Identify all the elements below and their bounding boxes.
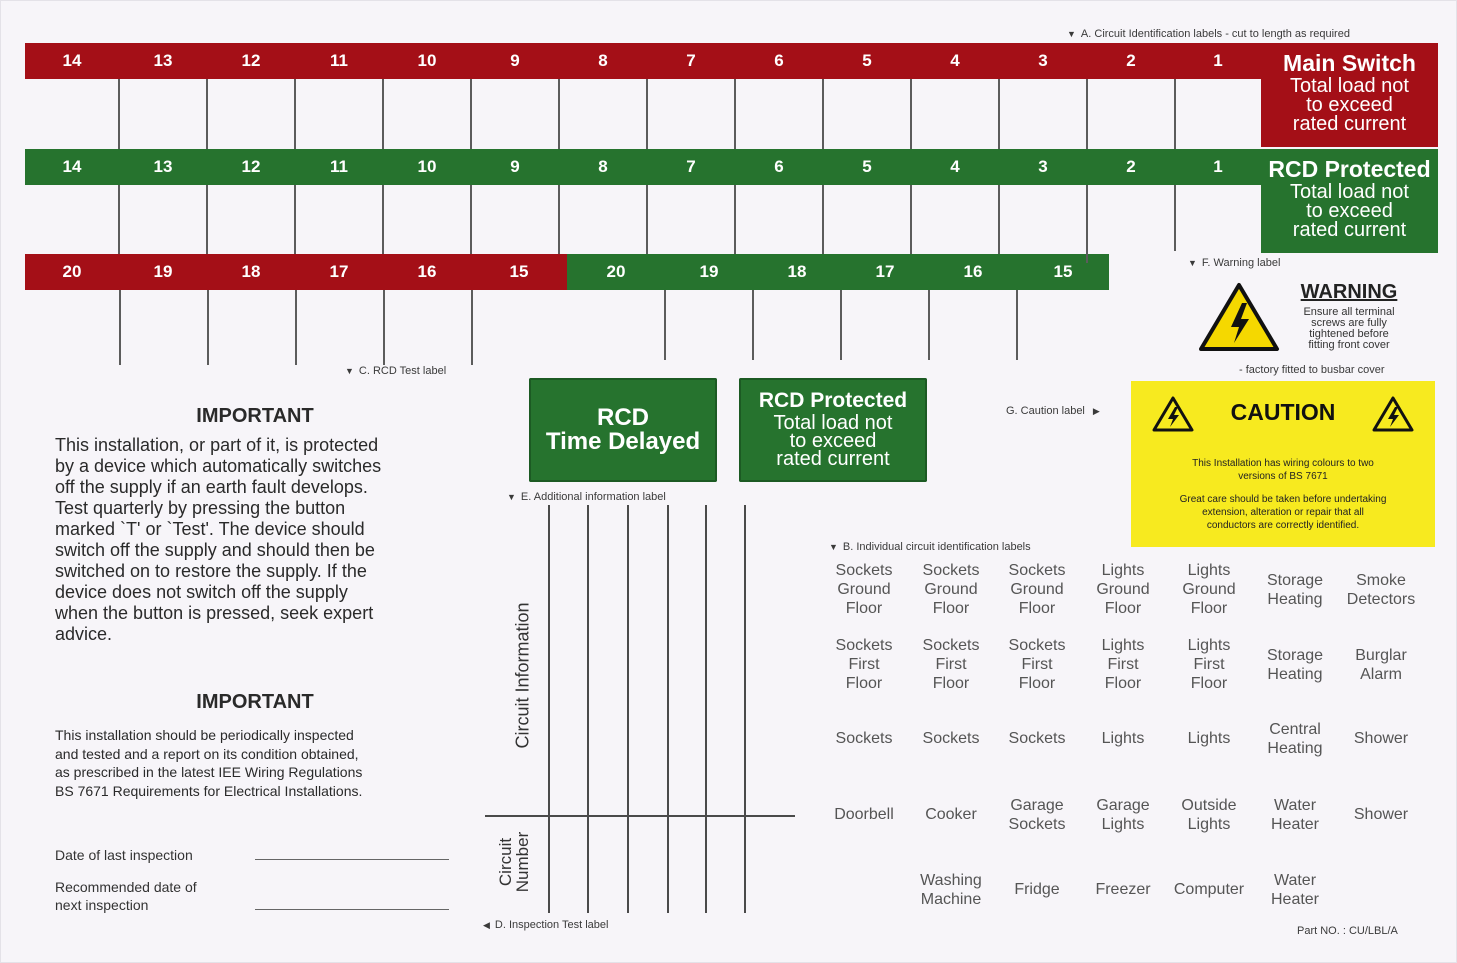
rcd-protected-line: Total load not — [1290, 181, 1409, 203]
circuit-number: 1 — [1213, 157, 1223, 176]
circuit-number: 4 — [950, 51, 960, 70]
note-individual-circuit: ▼ B. Individual circuit identification labels — [829, 541, 1031, 553]
circuit-number: 9 — [510, 51, 520, 70]
circuit-label: Sockets Ground Floor — [1008, 562, 1066, 617]
circuit-label: Burglar Alarm — [1355, 647, 1407, 683]
next-inspection-line — [255, 909, 449, 910]
main-switch-line: to exceed — [1306, 94, 1393, 116]
circuit-number: 13 — [153, 51, 173, 70]
circuit-number: 7 — [686, 51, 696, 70]
circuit-strip-green-extra — [567, 254, 1109, 290]
circuit-number: 17 — [875, 262, 895, 281]
caution-text: extension, alteration or repair that all — [1202, 507, 1364, 518]
circuit-number: 16 — [417, 262, 437, 281]
circuit-number: 7 — [686, 157, 696, 176]
warning-line: fitting front cover — [1308, 339, 1390, 351]
circuit-number: 19 — [699, 262, 719, 281]
note-warning-label: ▼ F. Warning label — [1188, 257, 1281, 269]
circuit-number: 20 — [606, 262, 626, 281]
circuit-number: 11 — [330, 51, 348, 70]
circuit-number: 6 — [774, 51, 784, 70]
circuit-label: Water Heater — [1270, 797, 1320, 833]
circuit-label: Fridge — [1014, 881, 1060, 898]
rcd-protected-small-line: rated current — [776, 448, 890, 470]
caution-text: Great care should be taken before undertaking — [1179, 494, 1387, 505]
important-title: IMPORTANT — [196, 405, 314, 427]
circuit-number: 11 — [330, 157, 348, 176]
circuit-number: 10 — [417, 157, 437, 176]
main-switch-title: Main Switch — [1283, 50, 1416, 76]
circuit-label: Storage Heating — [1266, 647, 1324, 683]
circuit-number: 18 — [241, 262, 261, 281]
circuit-label: Sockets Ground Floor — [835, 562, 893, 617]
circuit-number: 8 — [598, 51, 608, 70]
circuit-label: Smoke Detectors — [1346, 572, 1416, 608]
circuit-label: Lights — [1187, 730, 1231, 747]
circuit-number: 10 — [417, 51, 437, 70]
circuit-label: Lights Ground Floor — [1096, 562, 1150, 617]
electrical-hazard-icon — [1197, 281, 1281, 353]
circuit-label: Sockets — [922, 730, 980, 747]
hazard-icon — [1151, 395, 1195, 433]
main-switch-line: rated current — [1292, 113, 1407, 135]
circuit-label: Lights Ground Floor — [1182, 562, 1236, 617]
rcd-protected-small-line: to exceed — [789, 430, 877, 452]
circuit-label: Central Heating — [1267, 721, 1323, 757]
rcd-time-delayed-label — [529, 378, 717, 482]
circuit-label: Freezer — [1095, 881, 1151, 898]
hazard-icon — [1371, 395, 1415, 433]
circuit-information-heading: Circuit Information — [512, 602, 533, 749]
circuit-label: Lights First Floor — [1101, 637, 1145, 692]
warning-title: WARNING — [1300, 281, 1398, 303]
circuit-number: 12 — [241, 51, 261, 70]
circuit-label: Sockets Ground Floor — [922, 562, 980, 617]
circuit-label: Lights First Floor — [1187, 637, 1231, 692]
circuit-number: 14 — [62, 157, 82, 176]
circuit-number: 5 — [862, 157, 872, 176]
rcd-protected-line: rated current — [1292, 219, 1407, 241]
caution-title: CAUTION — [1230, 399, 1336, 425]
circuit-label: Computer — [1173, 881, 1245, 898]
rcd-protected-title: RCD Protected — [1268, 156, 1431, 182]
main-switch-line: Total load not — [1290, 75, 1409, 97]
circuit-number: 15 — [509, 262, 529, 281]
caution-label — [1131, 381, 1435, 547]
warning-line: Ensure all terminal — [1303, 306, 1395, 318]
circuit-label: Outside Lights — [1181, 797, 1237, 833]
circuit-number: 1 — [1213, 51, 1223, 70]
circuit-label: Sockets First Floor — [1008, 637, 1066, 692]
circuit-strip-red — [25, 43, 1261, 79]
circuit-strip-red-extra — [25, 254, 567, 290]
warning-line: tightened before — [1309, 328, 1389, 340]
last-inspection-line — [255, 859, 449, 860]
circuit-number: 17 — [329, 262, 349, 281]
caution-text: conductors are correctly identified. — [1206, 520, 1360, 531]
note-caution-label: G. Caution label ▶ — [1006, 405, 1100, 417]
circuit-label: Garage Lights — [1096, 797, 1150, 833]
note-circuit-identification: ▼ A. Circuit Identification labels - cut to length as required — [1067, 28, 1350, 40]
circuit-number: 3 — [1038, 157, 1048, 176]
circuit-number: 8 — [598, 157, 608, 176]
next-inspection-line1: Recommended date of — [55, 879, 197, 895]
circuit-number: 15 — [1053, 262, 1073, 281]
circuit-number: 12 — [241, 157, 261, 176]
note-factory-fitted: - factory fitted to busbar cover — [1239, 364, 1385, 376]
important-title: IMPORTANT — [196, 691, 314, 713]
circuit-label: Garage Sockets — [1008, 797, 1066, 833]
caution-text: This Installation has wiring colours to two — [1192, 458, 1374, 469]
circuit-number: 3 — [1038, 51, 1048, 70]
rcd-time-delayed-line: RCD — [597, 404, 649, 431]
circuit-label: Sockets — [1008, 730, 1066, 747]
circuit-number: 9 — [510, 157, 520, 176]
circuit-label: Sockets First Floor — [922, 637, 980, 692]
circuit-number: 5 — [862, 51, 872, 70]
part-number: Part NO. : CU/LBL/A — [1297, 925, 1398, 937]
note-additional-information: ▼ E. Additional information label — [507, 491, 666, 503]
circuit-number: 6 — [774, 157, 784, 176]
circuit-label: Doorbell — [834, 806, 894, 823]
note-rcd-test-label: ▼ C. RCD Test label — [345, 365, 447, 377]
circuit-number: 4 — [950, 157, 960, 176]
rcd-protected-small-title: RCD Protected — [758, 389, 908, 412]
note-inspection-test: ◀ D. Inspection Test label — [483, 919, 609, 931]
rcd-protected-line: to exceed — [1306, 200, 1393, 222]
rcd-protected-small-line: Total load not — [773, 412, 893, 434]
circuit-number: 13 — [153, 157, 173, 176]
rcd-time-delayed-line: Time Delayed — [545, 428, 701, 455]
warning-line: screws are fully — [1311, 317, 1387, 329]
warning-label — [1197, 279, 1427, 357]
main-switch-label — [1261, 43, 1438, 147]
circuit-number: 2 — [1126, 51, 1136, 70]
circuit-number: 19 — [153, 262, 173, 281]
circuit-strip-green — [25, 149, 1261, 185]
important-rcd-text: This installation, or part of it, is protected by a device which automatically switches off the supply if an earth fault develops. Test quarterly by pressing the button marked `T' or `Test'. The device should switch off the supply and should then be switched on to restore the supply. If the device does not switch off the supply when the button is pressed, seek expert advice. — [55, 435, 382, 644]
next-inspection-label — [55, 878, 197, 914]
circuit-label: Lights — [1101, 730, 1145, 747]
rcd-protected-label — [1261, 149, 1438, 253]
circuit-label: Sockets First Floor — [835, 637, 893, 692]
next-inspection-line2: next inspection — [55, 897, 149, 913]
circuit-number-heading: Circuit Number — [496, 831, 532, 893]
circuit-label: Shower — [1353, 806, 1409, 823]
circuit-label: Cooker — [925, 806, 977, 823]
circuit-label: Shower — [1353, 730, 1409, 747]
circuit-number: 18 — [787, 262, 807, 281]
circuit-number: 2 — [1126, 157, 1136, 176]
circuit-number: 20 — [62, 262, 82, 281]
circuit-number: 16 — [963, 262, 983, 281]
caution-text: versions of BS 7671 — [1238, 471, 1328, 482]
circuit-label: Sockets — [835, 730, 893, 747]
important-inspection-text: This installation should be periodically inspected and tested and a report on its condition obtained, as prescribed in the latest IEE Wiring Regulations BS 7671 Requirements for Electrical Installations. — [55, 727, 363, 799]
circuit-number: 14 — [62, 51, 82, 70]
circuit-label: Water Heater — [1270, 872, 1320, 908]
rcd-protected-small-label — [739, 378, 927, 482]
last-inspection-label: Date of last inspection — [55, 847, 193, 863]
circuit-label: Storage Heating — [1266, 572, 1324, 608]
circuit-label: Washing Machine — [920, 872, 982, 908]
